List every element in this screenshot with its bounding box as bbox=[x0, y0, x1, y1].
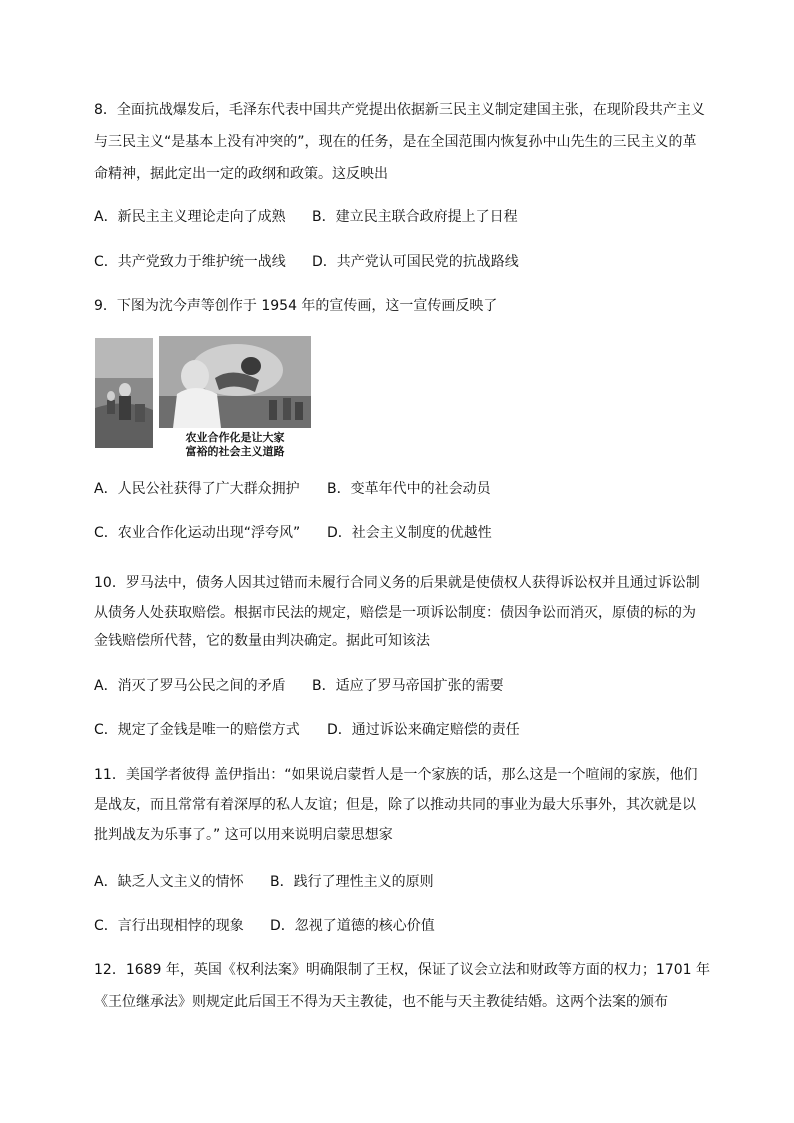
q11-stem-line-1: 11．美国学者彼得 盖伊指出：“如果说启蒙哲人是一个家族的话，那么这是一个喧闹的家族，他们 bbox=[94, 767, 698, 783]
q9-option-a[interactable]: A．人民公社获得了广大群众拥护 bbox=[94, 481, 300, 497]
q10-stem-line-3: 金钱赔偿所代替，它的数量由判决确定。据此可知该法 bbox=[94, 633, 430, 649]
q12-stem-line-1: 12．1689 年，英国《权利法案》明确限制了王权，保证了议会立法和财政等方面的权力；1701 年 bbox=[94, 962, 710, 978]
q8-stem-line-1: 8．全面抗战爆发后，毛泽东代表中国共产党提出依据新三民主义制定建国主张，在现阶段共产主义 bbox=[94, 102, 705, 118]
q11-stem-line-2: 是战友，而且常常有着深厚的私人友谊；但是，除了以推动共同的事业为最大乐事外，其次就是以 bbox=[94, 797, 696, 813]
q11-option-a[interactable]: A．缺乏人文主义的情怀 bbox=[94, 874, 244, 890]
q9-stem-line-1: 9．下图为沈今声等创作于 1954 年的宣传画，这一宣传画反映了 bbox=[94, 298, 498, 314]
q9-option-d[interactable]: D．社会主义制度的优越性 bbox=[327, 525, 492, 541]
q9-option-b[interactable]: B．变革年代中的社会动员 bbox=[327, 481, 491, 497]
poster-left-image bbox=[95, 338, 153, 448]
q11-option-d[interactable]: D．忽视了道德的核心价值 bbox=[270, 918, 435, 934]
q10-option-b[interactable]: B．适应了罗马帝国扩张的需要 bbox=[312, 678, 504, 694]
q8-option-d[interactable]: D．共产党认可国民党的抗战路线 bbox=[312, 254, 519, 270]
poster-caption-line-1: 农业合作化是让大家 bbox=[185, 431, 285, 444]
q11-stem-line-3: 批判战友为乐事了。” 这可以用来说明启蒙思想家 bbox=[94, 827, 393, 843]
q10-option-c[interactable]: C．规定了金钱是唯一的赔偿方式 bbox=[94, 722, 300, 738]
q8-option-a[interactable]: A．新民主主义理论走向了成熟 bbox=[94, 209, 286, 225]
poster-main-image bbox=[159, 336, 311, 428]
q8-option-b[interactable]: B．建立民主联合政府提上了日程 bbox=[312, 209, 518, 225]
q11-option-c[interactable]: C．言行出现相悖的现象 bbox=[94, 918, 244, 934]
q9-option-c[interactable]: C．农业合作化运动出现“浮夸风” bbox=[94, 525, 301, 541]
poster-caption bbox=[159, 431, 311, 459]
propaganda-poster-figure bbox=[95, 336, 311, 466]
q10-option-d[interactable]: D．通过诉讼来确定赔偿的责任 bbox=[327, 722, 520, 738]
q10-stem-line-1: 10．罗马法中，债务人因其过错而未履行合同义务的后果就是使债权人获得诉讼权并且通过诉讼制 bbox=[94, 575, 700, 591]
q8-option-c[interactable]: C．共产党致力于维护统一战线 bbox=[94, 254, 286, 270]
q8-stem-line-3: 命精神，据此定出一定的政纲和政策。这反映出 bbox=[94, 166, 388, 182]
q12-stem-line-2: 《王位继承法》则规定此后国王不得为天主教徒，也不能与天主教徒结婚。这两个法案的颁布 bbox=[94, 994, 668, 1010]
poster-caption-line-2: 富裕的社会主义道路 bbox=[185, 445, 285, 458]
q11-option-b[interactable]: B．践行了理性主义的原则 bbox=[270, 874, 434, 890]
q10-stem-line-2: 从债务人处获取赔偿。根据市民法的规定，赔偿是一项诉讼制度：债因争讼而消灭，原债的标的为 bbox=[94, 605, 696, 621]
q8-stem-line-2: 与三民主义“是基本上没有冲突的”，现在的任务，是在全国范围内恢复孙中山先生的三民主义的革 bbox=[94, 134, 697, 150]
q10-option-a[interactable]: A．消灭了罗马公民之间的矛盾 bbox=[94, 678, 286, 694]
